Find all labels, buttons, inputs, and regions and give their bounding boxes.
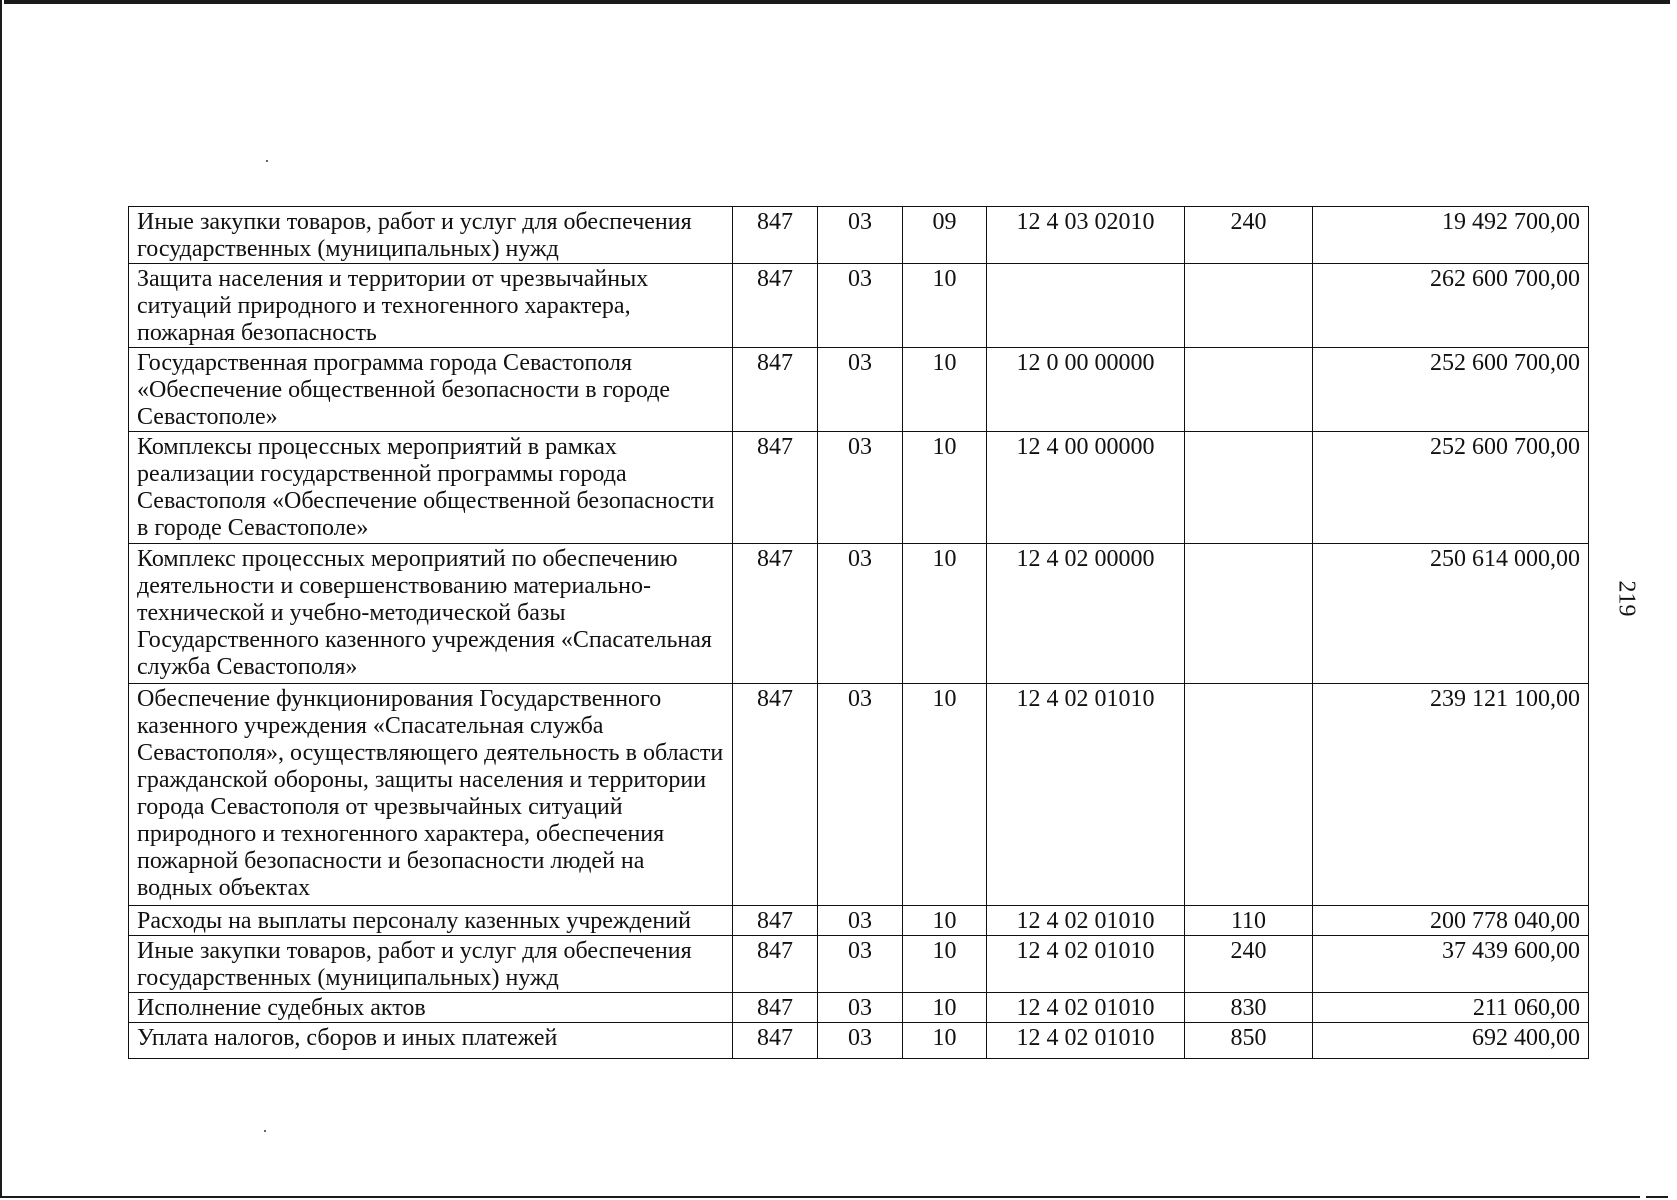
scan-border-bottom xyxy=(0,1196,1640,1198)
scan-border-top xyxy=(4,0,1670,4)
table-row xyxy=(129,993,1589,1023)
row-section: 03 xyxy=(818,684,903,906)
row-target-article: 12 4 02 01010 xyxy=(987,993,1185,1023)
row-grbs: 847 xyxy=(733,936,818,993)
row-target-article: 12 4 02 01010 xyxy=(987,936,1185,993)
row-subsection: 10 xyxy=(903,684,987,906)
row-section: 03 xyxy=(818,207,903,264)
row-grbs: 847 xyxy=(733,348,818,432)
row-amount: 262 600 700,00 xyxy=(1313,264,1589,348)
row-section: 03 xyxy=(818,432,903,544)
scan-border-mark xyxy=(1646,1196,1668,1198)
row-name: Иные закупки товаров, работ и услуг для обеспечения государственных (муниципальных) нужд xyxy=(129,936,733,993)
row-amount: 692 400,00 xyxy=(1313,1023,1589,1059)
row-target-article: 12 4 02 00000 xyxy=(987,544,1185,684)
row-grbs: 847 xyxy=(733,264,818,348)
row-name: Комплекс процессных мероприятий по обеспечению деятельности и совершенствованию материально-технической и учебно-методической базы Государственного казенного учреждения «Спасательная служба Севастополя» xyxy=(129,544,733,684)
row-subsection: 10 xyxy=(903,936,987,993)
row-grbs: 847 xyxy=(733,207,818,264)
row-subsection: 10 xyxy=(903,432,987,544)
row-amount: 239 121 100,00 xyxy=(1313,684,1589,906)
row-expense-type: 830 xyxy=(1185,993,1313,1023)
row-name: Защита населения и территории от чрезвычайных ситуаций природного и техногенного характера, пожарная безопасность xyxy=(129,264,733,348)
row-amount: 252 600 700,00 xyxy=(1313,432,1589,544)
row-amount: 19 492 700,00 xyxy=(1313,207,1589,264)
row-grbs: 847 xyxy=(733,1023,818,1059)
row-grbs: 847 xyxy=(733,432,818,544)
row-subsection: 10 xyxy=(903,1023,987,1059)
row-amount: 211 060,00 xyxy=(1313,993,1589,1023)
row-target-article: 12 0 00 00000 xyxy=(987,348,1185,432)
row-subsection: 10 xyxy=(903,348,987,432)
row-amount: 37 439 600,00 xyxy=(1313,936,1589,993)
row-name: Исполнение судебных актов xyxy=(129,993,733,1023)
row-target-article: 12 4 02 01010 xyxy=(987,906,1185,936)
row-amount: 250 614 000,00 xyxy=(1313,544,1589,684)
table-row xyxy=(129,432,1589,544)
row-section: 03 xyxy=(818,348,903,432)
table-row xyxy=(129,906,1589,936)
row-subsection: 10 xyxy=(903,906,987,936)
row-expense-type xyxy=(1185,264,1313,348)
row-amount: 252 600 700,00 xyxy=(1313,348,1589,432)
scan-speck xyxy=(264,1130,266,1132)
row-grbs: 847 xyxy=(733,993,818,1023)
row-section: 03 xyxy=(818,906,903,936)
budget-table xyxy=(128,206,1589,1059)
row-expense-type xyxy=(1185,348,1313,432)
row-grbs: 847 xyxy=(733,684,818,906)
row-subsection: 10 xyxy=(903,544,987,684)
row-expense-type: 850 xyxy=(1185,1023,1313,1059)
budget-table-body xyxy=(129,207,1589,1059)
row-name: Обеспечение функционирования Государственного казенного учреждения «Спасательная служба Севастополя», осуществляющего деятельность в области гражданской обороны, защиты населения и территории города Севастополя от чрезвычайных ситуаций природного и техногенного характера, обеспечения пожарной безопасности и безопасности людей на водных объектах xyxy=(129,684,733,906)
row-expense-type xyxy=(1185,432,1313,544)
row-name: Расходы на выплаты персоналу казенных учреждений xyxy=(129,906,733,936)
row-expense-type: 110 xyxy=(1185,906,1313,936)
row-name: Государственная программа города Севастополя «Обеспечение общественной безопасности в городе Севастополе» xyxy=(129,348,733,432)
table-row xyxy=(129,264,1589,348)
table-row xyxy=(129,936,1589,993)
row-section: 03 xyxy=(818,1023,903,1059)
row-amount: 200 778 040,00 xyxy=(1313,906,1589,936)
page-number: 219 xyxy=(1613,580,1640,617)
row-target-article: 12 4 03 02010 xyxy=(987,207,1185,264)
row-grbs: 847 xyxy=(733,544,818,684)
row-section: 03 xyxy=(818,544,903,684)
row-target-article: 12 4 02 01010 xyxy=(987,1023,1185,1059)
row-expense-type: 240 xyxy=(1185,207,1313,264)
scan-border-left xyxy=(0,0,2,1196)
table-row xyxy=(129,207,1589,264)
row-subsection: 10 xyxy=(903,993,987,1023)
table-row xyxy=(129,348,1589,432)
row-expense-type: 240 xyxy=(1185,936,1313,993)
row-name: Уплата налогов, сборов и иных платежей xyxy=(129,1023,733,1059)
row-target-article xyxy=(987,264,1185,348)
row-expense-type xyxy=(1185,544,1313,684)
scan-speck xyxy=(266,160,268,162)
row-subsection: 09 xyxy=(903,207,987,264)
row-target-article: 12 4 00 00000 xyxy=(987,432,1185,544)
table-row xyxy=(129,544,1589,684)
table-row xyxy=(129,1023,1589,1059)
row-expense-type xyxy=(1185,684,1313,906)
row-grbs: 847 xyxy=(733,906,818,936)
row-name: Иные закупки товаров, работ и услуг для обеспечения государственных (муниципальных) нужд xyxy=(129,207,733,264)
row-target-article: 12 4 02 01010 xyxy=(987,684,1185,906)
row-name: Комплексы процессных мероприятий в рамках реализации государственной программы города Севастополя «Обеспечение общественной безопасности в городе Севастополе» xyxy=(129,432,733,544)
table-row xyxy=(129,684,1589,906)
row-section: 03 xyxy=(818,936,903,993)
row-section: 03 xyxy=(818,993,903,1023)
row-subsection: 10 xyxy=(903,264,987,348)
row-section: 03 xyxy=(818,264,903,348)
